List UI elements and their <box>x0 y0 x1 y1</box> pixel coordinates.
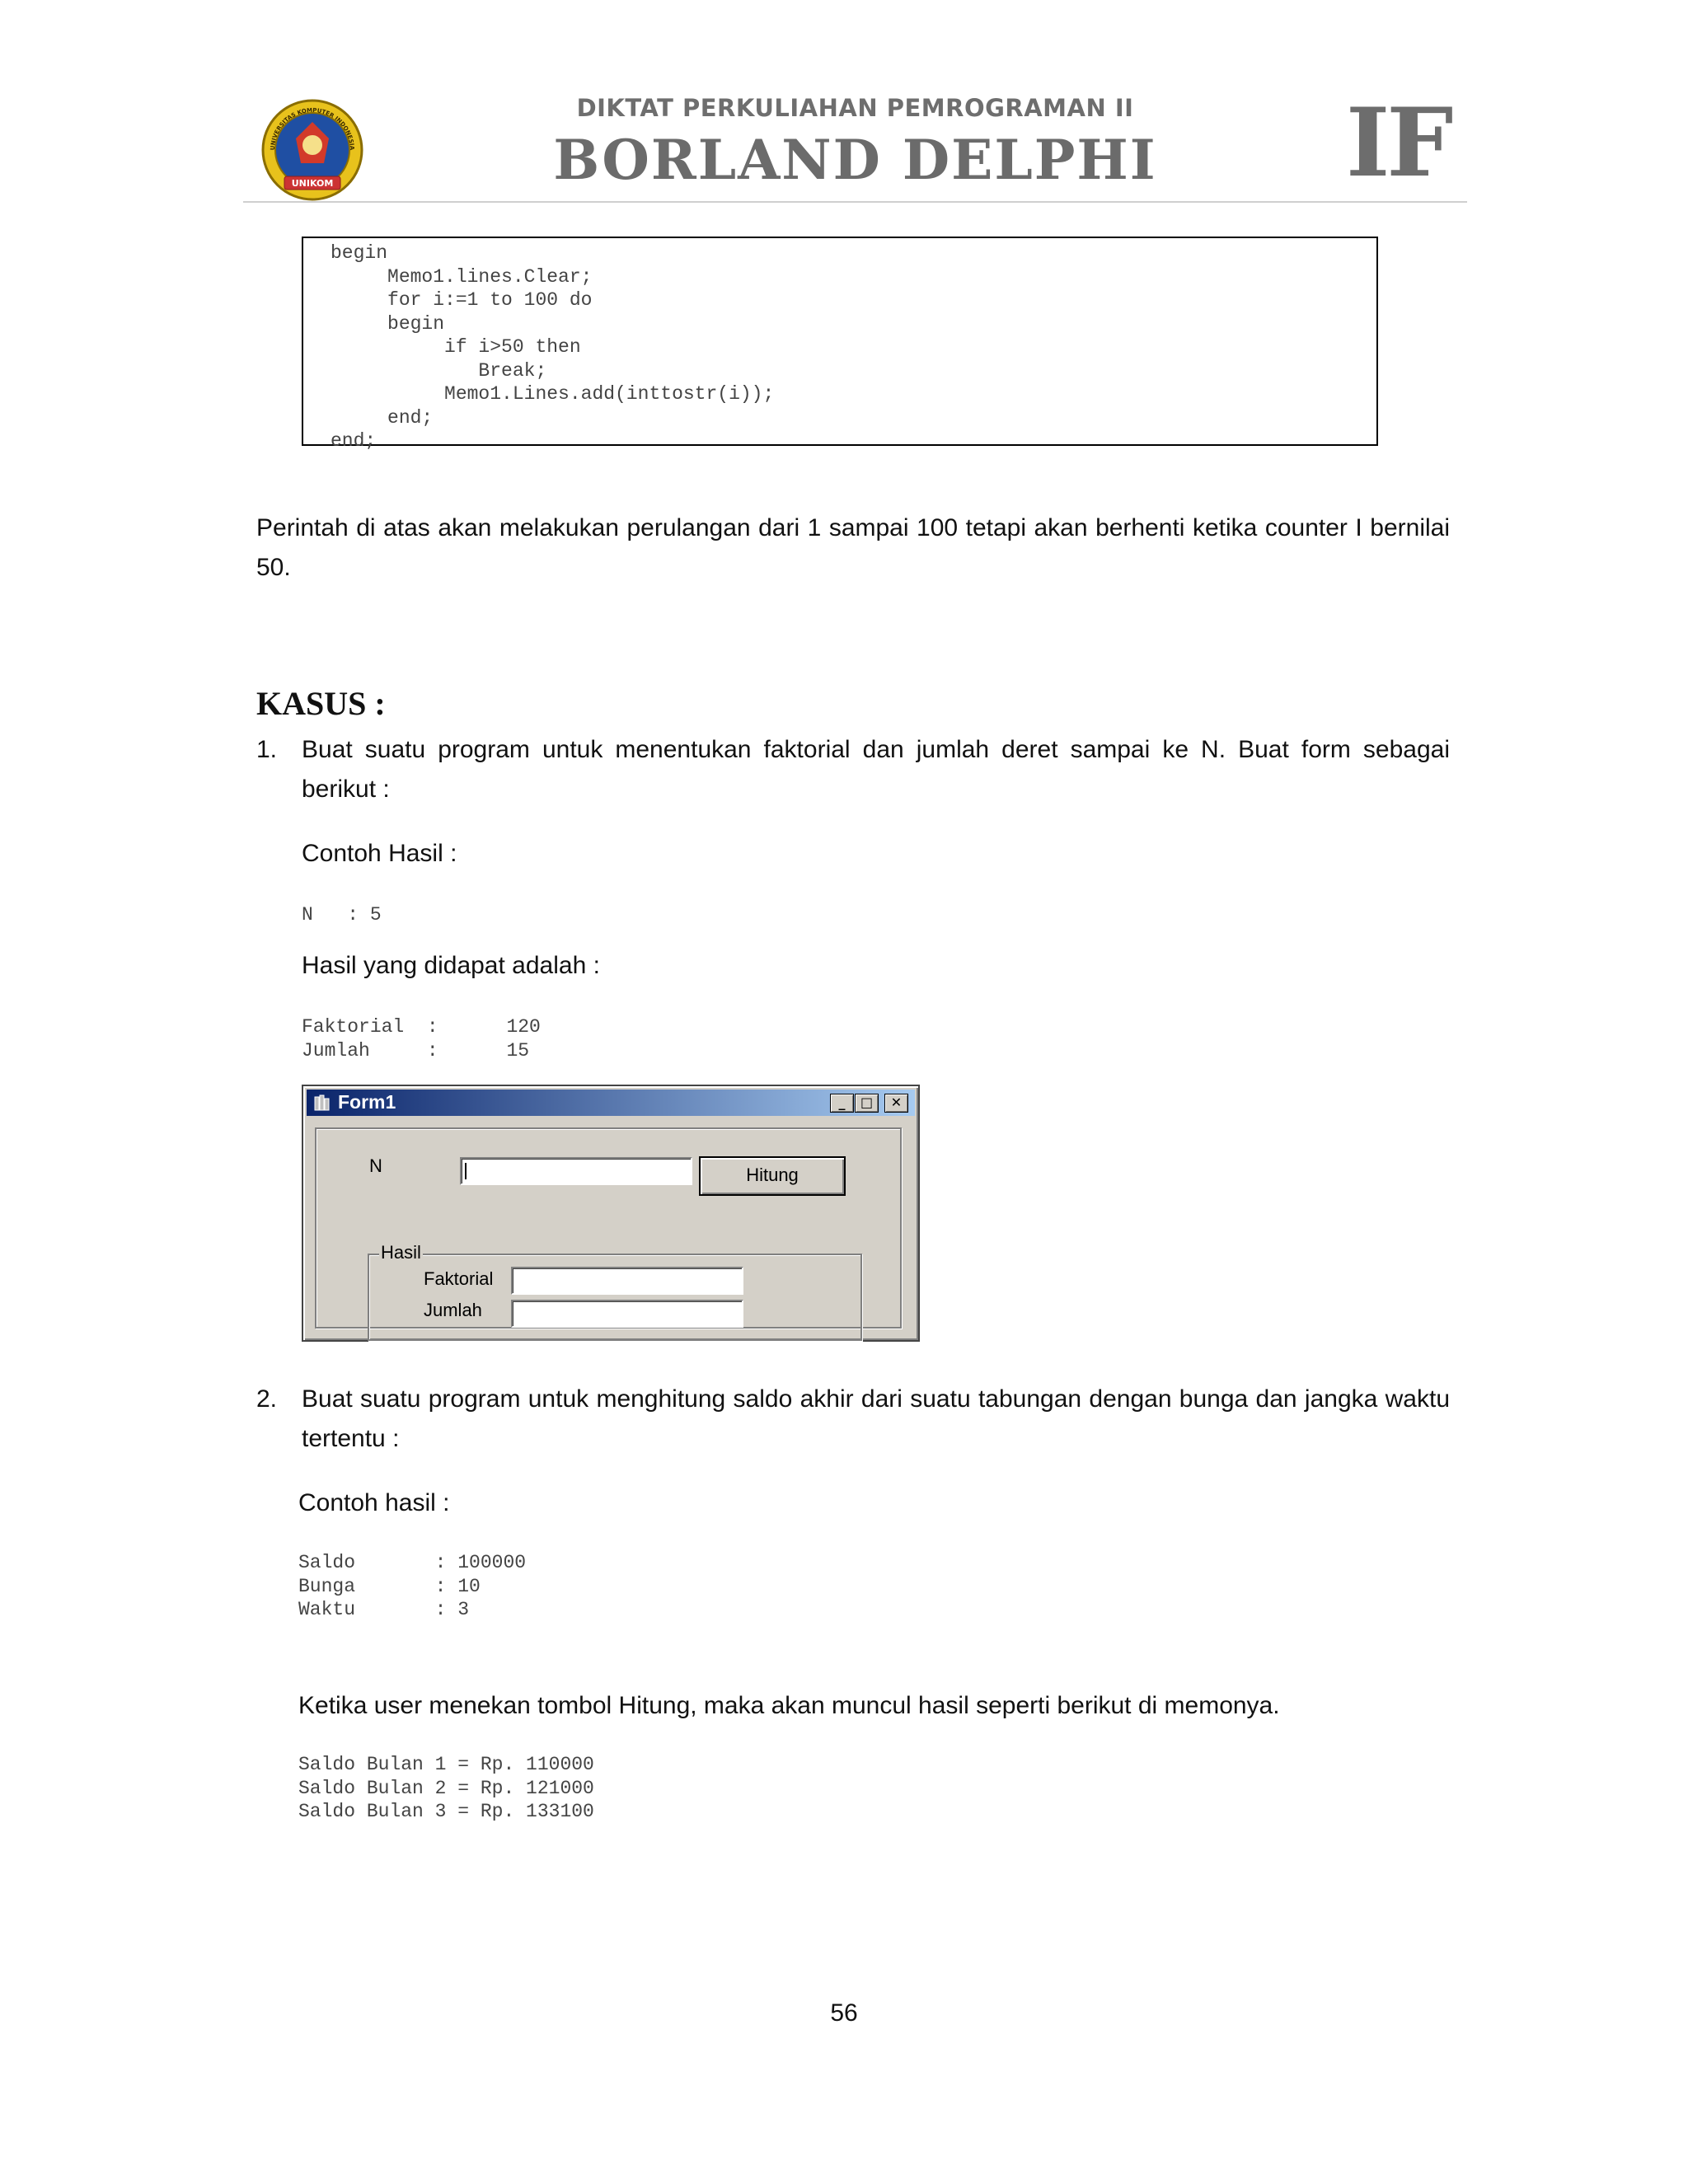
kasus-heading: KASUS : <box>256 685 386 722</box>
case2-number: 2. <box>256 1385 278 1413</box>
maximize-button[interactable] <box>855 1094 879 1113</box>
header-divider <box>243 201 1467 203</box>
faktorial-output[interactable] <box>511 1267 743 1295</box>
logo-banner-text: UNIKOM <box>291 178 334 189</box>
case1-result-label: Hasil yang didapat adalah : <box>302 952 600 979</box>
page-header <box>243 82 1467 206</box>
form1-titlebar[interactable] <box>307 1090 915 1116</box>
header-badge: IF <box>1346 87 1451 198</box>
code-line: Break; <box>331 359 547 382</box>
code-line: end; <box>331 406 434 429</box>
paragraph-explanation: Perintah di atas akan melakukan perulangan dari 1 sampai 100 tetapi akan berhenti ketika counter I bernilai 50. <box>256 514 1450 581</box>
n-label: N <box>369 1155 382 1176</box>
text-caret <box>465 1163 467 1179</box>
form1-window <box>302 1085 920 1342</box>
code-line: Memo1.Lines.add(inttostr(i)); <box>331 383 775 405</box>
header-subtitle: DIKTAT PERKULIAHAN PEMROGRAMAN II <box>576 94 1134 122</box>
minimize-button[interactable] <box>830 1094 854 1113</box>
case1-number: 1. <box>256 736 278 763</box>
case2-output-code: Saldo Bulan 1 = Rp. 110000 Saldo Bulan 2 = Rp. 121000 Saldo Bulan 3 = Rp. 133100 <box>298 1754 594 1822</box>
hitung-button[interactable]: Hitung <box>699 1156 846 1196</box>
case1-example-label: Contoh Hasil : <box>302 840 457 867</box>
form1-panel <box>315 1127 902 1329</box>
case2-instruction: Ketika user menekan tombol Hitung, maka akan muncul hasil seperti berikut di memonya. <box>298 1692 1280 1719</box>
case2-input-code: Saldo : 100000 Bunga : 10 Waktu : 3 <box>298 1552 527 1620</box>
case1-output-code: Faktorial : 120 Jumlah : 15 <box>302 1016 541 1062</box>
form1-title: Form1 <box>338 1091 396 1113</box>
code-line: begin <box>331 242 388 264</box>
n-input[interactable] <box>460 1157 692 1185</box>
hasil-groupbox <box>368 1242 862 1341</box>
case1-input-code: N : 5 <box>302 904 382 926</box>
minimize-icon: _ <box>838 1094 846 1110</box>
code-line: if i>50 then <box>331 336 581 358</box>
code-line: for i:=1 to 100 do <box>331 289 593 311</box>
case2-text: Buat suatu program untuk menghitung saldo akhir dari suatu tabungan dengan bunga dan jangka waktu tertentu : <box>302 1385 1450 1452</box>
code-line: begin <box>331 312 445 335</box>
case2-example-label: Contoh hasil : <box>298 1489 450 1516</box>
close-button[interactable] <box>884 1094 908 1113</box>
code-line: end; <box>331 430 377 452</box>
jumlah-output[interactable] <box>511 1300 743 1328</box>
page-number: 56 <box>830 1999 858 2027</box>
case1-text: Buat suatu program untuk menentukan faktorial dan jumlah deret sampai ke N. Buat form sebagai berikut : <box>302 736 1450 803</box>
code-block <box>302 237 1378 452</box>
faktorial-label: Faktorial <box>424 1268 494 1289</box>
hasil-group-label: Hasil <box>381 1242 421 1263</box>
logo-ring-text: UNIVERSITAS KOMPUTER INDONESIA <box>269 106 356 151</box>
jumlah-label: Jumlah <box>424 1300 482 1320</box>
close-icon: ✕ <box>890 1094 903 1110</box>
maximize-icon: □ <box>860 1094 874 1110</box>
header-title: BORLAND DELPHI <box>553 128 1157 192</box>
delphi-app-icon <box>313 1094 331 1112</box>
code-line: Memo1.lines.Clear; <box>331 265 593 288</box>
code-lines <box>331 241 1376 453</box>
